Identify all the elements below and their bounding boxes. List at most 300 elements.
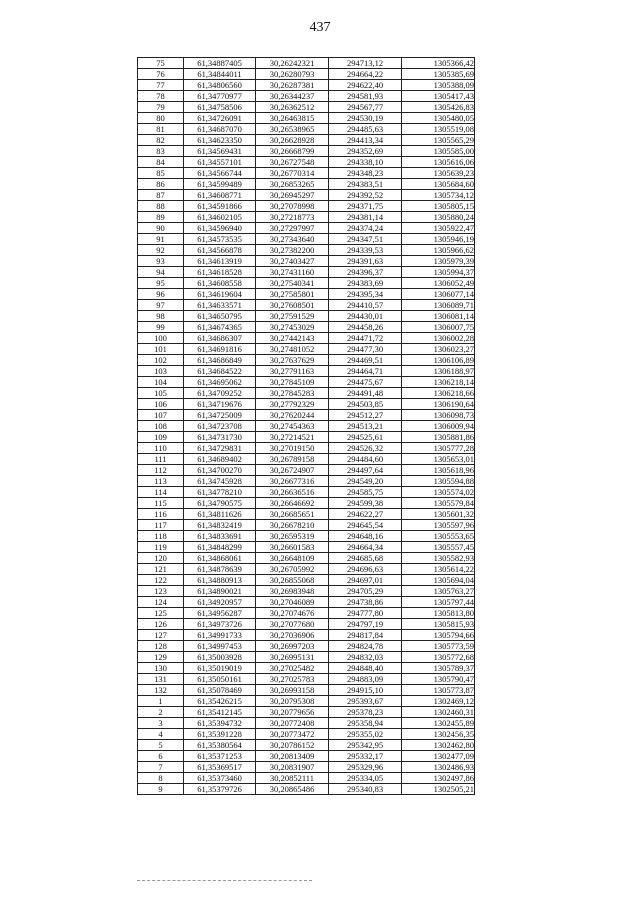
point-number-cell: 92 [138,245,184,256]
latitude-cell: 61,34719676 [184,399,256,410]
longitude-cell: 30,27845109 [256,377,329,388]
y-coordinate-cell: 1305773,59 [402,641,475,652]
longitude-cell: 30,27585801 [256,289,329,300]
point-number-cell: 103 [138,366,184,377]
table-row [138,762,475,773]
longitude-cell: 30,26677316 [256,476,329,487]
latitude-cell: 61,34758506 [184,102,256,113]
point-number-cell: 110 [138,443,184,454]
x-coordinate-cell: 294817,84 [329,630,402,641]
y-coordinate-cell: 1305653,01 [402,454,475,465]
point-number-cell: 115 [138,498,184,509]
table-row [138,454,475,465]
latitude-cell: 61,34573535 [184,234,256,245]
footer-rule [137,880,312,881]
x-coordinate-cell: 294491,48 [329,388,402,399]
longitude-cell: 30,27297997 [256,223,329,234]
point-number-cell: 105 [138,388,184,399]
table-row [138,619,475,630]
latitude-cell: 61,35380564 [184,740,256,751]
y-coordinate-cell: 1306007,75 [402,322,475,333]
table-row [138,641,475,652]
y-coordinate-cell: 1305881,86 [402,432,475,443]
longitude-cell: 30,26287381 [256,80,329,91]
table-row [138,344,475,355]
table-row [138,421,475,432]
longitude-cell: 30,26789158 [256,454,329,465]
x-coordinate-cell: 294484,60 [329,454,402,465]
longitude-cell: 30,20813409 [256,751,329,762]
longitude-cell: 30,27608501 [256,300,329,311]
x-coordinate-cell: 294848,40 [329,663,402,674]
table-row [138,553,475,564]
x-coordinate-cell: 294622,27 [329,509,402,520]
latitude-cell: 61,34599489 [184,179,256,190]
longitude-cell: 30,26648109 [256,553,329,564]
table-row [138,377,475,388]
table-row [138,773,475,784]
longitude-cell: 30,27431160 [256,267,329,278]
longitude-cell: 30,26362512 [256,102,329,113]
longitude-cell: 30,27540341 [256,278,329,289]
table-row [138,333,475,344]
y-coordinate-cell: 1302462,80 [402,740,475,751]
x-coordinate-cell: 294832,03 [329,652,402,663]
point-number-cell: 127 [138,630,184,641]
table-row [138,113,475,124]
y-coordinate-cell: 1305773,87 [402,685,475,696]
latitude-cell: 61,34684522 [184,366,256,377]
table-row [138,58,475,69]
y-coordinate-cell: 1305880,24 [402,212,475,223]
table-row [138,289,475,300]
longitude-cell: 30,26685651 [256,509,329,520]
latitude-cell: 61,34602105 [184,212,256,223]
point-number-cell: 88 [138,201,184,212]
latitude-cell: 61,34700270 [184,465,256,476]
longitude-cell: 30,26636516 [256,487,329,498]
x-coordinate-cell: 294430,01 [329,311,402,322]
table-row [138,146,475,157]
longitude-cell: 30,26770314 [256,168,329,179]
point-number-cell: 5 [138,740,184,751]
x-coordinate-cell: 294497,64 [329,465,402,476]
table-row [138,212,475,223]
table-row [138,542,475,553]
longitude-cell: 30,27077680 [256,619,329,630]
x-coordinate-cell: 294395,34 [329,289,402,300]
y-coordinate-cell: 1305763,27 [402,586,475,597]
y-coordinate-cell: 1305794,66 [402,630,475,641]
point-number-cell: 85 [138,168,184,179]
longitude-cell: 30,27591529 [256,311,329,322]
latitude-cell: 61,34880913 [184,575,256,586]
y-coordinate-cell: 1302460,31 [402,707,475,718]
longitude-cell: 30,26855068 [256,575,329,586]
x-coordinate-cell: 294915,10 [329,685,402,696]
latitude-cell: 61,34745928 [184,476,256,487]
point-number-cell: 94 [138,267,184,278]
y-coordinate-cell: 1302469,12 [402,696,475,707]
x-coordinate-cell: 294664,22 [329,69,402,80]
point-number-cell: 96 [138,289,184,300]
x-coordinate-cell: 294338,10 [329,157,402,168]
y-coordinate-cell: 1305684,60 [402,179,475,190]
point-number-cell: 121 [138,564,184,575]
longitude-cell: 30,26983948 [256,586,329,597]
y-coordinate-cell: 1305579,84 [402,498,475,509]
x-coordinate-cell: 294883,09 [329,674,402,685]
table-row [138,487,475,498]
point-number-cell: 112 [138,465,184,476]
x-coordinate-cell: 294352,69 [329,146,402,157]
point-number-cell: 99 [138,322,184,333]
table-row [138,190,475,201]
x-coordinate-cell: 294391,63 [329,256,402,267]
point-number-cell: 95 [138,278,184,289]
latitude-cell: 61,34811626 [184,509,256,520]
longitude-cell: 30,20779656 [256,707,329,718]
x-coordinate-cell: 294530,19 [329,113,402,124]
point-number-cell: 116 [138,509,184,520]
longitude-cell: 30,20831907 [256,762,329,773]
table-row [138,509,475,520]
y-coordinate-cell: 1305426,83 [402,102,475,113]
latitude-cell: 61,34633571 [184,300,256,311]
table-row [138,102,475,113]
longitude-cell: 30,20772408 [256,718,329,729]
point-number-cell: 7 [138,762,184,773]
y-coordinate-cell: 1305594,88 [402,476,475,487]
point-number-cell: 125 [138,608,184,619]
point-number-cell: 123 [138,586,184,597]
point-number-cell: 107 [138,410,184,421]
x-coordinate-cell: 295340,83 [329,784,402,795]
coordinates-table-body [138,58,475,795]
longitude-cell: 30,20852111 [256,773,329,784]
longitude-cell: 30,26280793 [256,69,329,80]
latitude-cell: 61,34806560 [184,80,256,91]
x-coordinate-cell: 294525,61 [329,432,402,443]
y-coordinate-cell: 1305582,93 [402,553,475,564]
y-coordinate-cell: 1306023,27 [402,344,475,355]
longitude-cell: 30,26538965 [256,124,329,135]
table-row [138,201,475,212]
latitude-cell: 61,34848299 [184,542,256,553]
y-coordinate-cell: 1305994,37 [402,267,475,278]
table-row [138,707,475,718]
longitude-cell: 30,26945297 [256,190,329,201]
y-coordinate-cell: 1305772,68 [402,652,475,663]
longitude-cell: 30,26705992 [256,564,329,575]
table-row [138,311,475,322]
latitude-cell: 61,34619604 [184,289,256,300]
longitude-cell: 30,20865486 [256,784,329,795]
x-coordinate-cell: 294549,20 [329,476,402,487]
table-row [138,157,475,168]
point-number-cell: 78 [138,91,184,102]
y-coordinate-cell: 1306089,71 [402,300,475,311]
x-coordinate-cell: 294475,67 [329,377,402,388]
latitude-cell: 61,34844011 [184,69,256,80]
table-row [138,234,475,245]
x-coordinate-cell: 294824,78 [329,641,402,652]
y-coordinate-cell: 1306098,73 [402,410,475,421]
table-row [138,784,475,795]
x-coordinate-cell: 294503,85 [329,399,402,410]
latitude-cell: 61,34686849 [184,355,256,366]
table-row [138,465,475,476]
y-coordinate-cell: 1302455,89 [402,718,475,729]
point-number-cell: 87 [138,190,184,201]
table-row [138,300,475,311]
table-row [138,531,475,542]
y-coordinate-cell: 1305815,93 [402,619,475,630]
table-row [138,520,475,531]
point-number-cell: 77 [138,80,184,91]
table-row [138,608,475,619]
latitude-cell: 61,34997453 [184,641,256,652]
table-row [138,245,475,256]
y-coordinate-cell: 1306081,14 [402,311,475,322]
x-coordinate-cell: 294526,32 [329,443,402,454]
point-number-cell: 124 [138,597,184,608]
x-coordinate-cell: 294738,86 [329,597,402,608]
y-coordinate-cell: 1306002,28 [402,333,475,344]
y-coordinate-cell: 1305777,28 [402,443,475,454]
point-number-cell: 104 [138,377,184,388]
point-number-cell: 81 [138,124,184,135]
x-coordinate-cell: 295334,05 [329,773,402,784]
y-coordinate-cell: 1305813,80 [402,608,475,619]
latitude-cell: 61,34973726 [184,619,256,630]
longitude-cell: 30,26724907 [256,465,329,476]
table-row [138,256,475,267]
latitude-cell: 61,34618528 [184,267,256,278]
table-row [138,729,475,740]
y-coordinate-cell: 1306218,14 [402,377,475,388]
y-coordinate-cell: 1305922,47 [402,223,475,234]
y-coordinate-cell: 1305946,19 [402,234,475,245]
table-row [138,366,475,377]
latitude-cell: 61,34878639 [184,564,256,575]
page-number: 437 [309,20,331,35]
table-row [138,564,475,575]
y-coordinate-cell: 1305574,02 [402,487,475,498]
x-coordinate-cell: 294685,68 [329,553,402,564]
longitude-cell: 30,26595319 [256,531,329,542]
table-row [138,674,475,685]
y-coordinate-cell: 1305639,23 [402,168,475,179]
longitude-cell: 30,26601583 [256,542,329,553]
x-coordinate-cell: 294512,27 [329,410,402,421]
y-coordinate-cell: 1306190,64 [402,399,475,410]
latitude-cell: 61,34591866 [184,201,256,212]
longitude-cell: 30,27046089 [256,597,329,608]
y-coordinate-cell: 1302486,93 [402,762,475,773]
x-coordinate-cell: 295342,95 [329,740,402,751]
x-coordinate-cell: 294599,38 [329,498,402,509]
latitude-cell: 61,34868061 [184,553,256,564]
point-number-cell: 119 [138,542,184,553]
y-coordinate-cell: 1306077,14 [402,289,475,300]
x-coordinate-cell: 294622,40 [329,80,402,91]
point-number-cell: 118 [138,531,184,542]
x-coordinate-cell: 294383,51 [329,179,402,190]
point-number-cell: 6 [138,751,184,762]
table-row [138,432,475,443]
x-coordinate-cell: 295329,96 [329,762,402,773]
x-coordinate-cell: 294396,37 [329,267,402,278]
latitude-cell: 61,34687070 [184,124,256,135]
point-number-cell: 90 [138,223,184,234]
x-coordinate-cell: 294513,21 [329,421,402,432]
point-number-cell: 80 [138,113,184,124]
x-coordinate-cell: 294471,72 [329,333,402,344]
x-coordinate-cell: 294713,12 [329,58,402,69]
latitude-cell: 61,34608558 [184,278,256,289]
y-coordinate-cell: 1306052,49 [402,278,475,289]
table-row [138,575,475,586]
latitude-cell: 61,34770977 [184,91,256,102]
latitude-cell: 61,34887405 [184,58,256,69]
latitude-cell: 61,34566878 [184,245,256,256]
x-coordinate-cell: 294567,77 [329,102,402,113]
latitude-cell: 61,35426215 [184,696,256,707]
x-coordinate-cell: 294705,29 [329,586,402,597]
latitude-cell: 61,34608771 [184,190,256,201]
longitude-cell: 30,20773472 [256,729,329,740]
point-number-cell: 2 [138,707,184,718]
y-coordinate-cell: 1305979,39 [402,256,475,267]
y-coordinate-cell: 1302505,21 [402,784,475,795]
longitude-cell: 30,27078998 [256,201,329,212]
x-coordinate-cell: 294469,51 [329,355,402,366]
table-row [138,388,475,399]
latitude-cell: 61,34725009 [184,410,256,421]
x-coordinate-cell: 294383,69 [329,278,402,289]
table-row [138,685,475,696]
point-number-cell: 8 [138,773,184,784]
longitude-cell: 30,26853265 [256,179,329,190]
y-coordinate-cell: 1305557,45 [402,542,475,553]
longitude-cell: 30,27382200 [256,245,329,256]
point-number-cell: 122 [138,575,184,586]
y-coordinate-cell: 1305618,96 [402,465,475,476]
latitude-cell: 61,35050161 [184,674,256,685]
point-number-cell: 86 [138,179,184,190]
table-row [138,498,475,509]
y-coordinate-cell: 1305601,32 [402,509,475,520]
point-number-cell: 102 [138,355,184,366]
point-number-cell: 82 [138,135,184,146]
latitude-cell: 61,35373460 [184,773,256,784]
longitude-cell: 30,27453029 [256,322,329,333]
latitude-cell: 61,34833691 [184,531,256,542]
longitude-cell: 30,27792329 [256,399,329,410]
table-row [138,223,475,234]
longitude-cell: 30,26678210 [256,520,329,531]
longitude-cell: 30,26997203 [256,641,329,652]
point-number-cell: 75 [138,58,184,69]
longitude-cell: 30,27637629 [256,355,329,366]
x-coordinate-cell: 294777,80 [329,608,402,619]
point-number-cell: 120 [138,553,184,564]
longitude-cell: 30,26995131 [256,652,329,663]
x-coordinate-cell: 294697,01 [329,575,402,586]
y-coordinate-cell: 1305790,47 [402,674,475,685]
table-row [138,399,475,410]
latitude-cell: 61,34731730 [184,432,256,443]
y-coordinate-cell: 1302456,35 [402,729,475,740]
y-coordinate-cell: 1305789,37 [402,663,475,674]
x-coordinate-cell: 295355,02 [329,729,402,740]
x-coordinate-cell: 294485,63 [329,124,402,135]
table-row [138,69,475,80]
y-coordinate-cell: 1306188,97 [402,366,475,377]
table-row [138,652,475,663]
table-row [138,124,475,135]
point-number-cell: 113 [138,476,184,487]
point-number-cell: 114 [138,487,184,498]
latitude-cell: 61,34613919 [184,256,256,267]
longitude-cell: 30,27025482 [256,663,329,674]
latitude-cell: 61,34832419 [184,520,256,531]
y-coordinate-cell: 1305797,44 [402,597,475,608]
table-row [138,476,475,487]
point-number-cell: 97 [138,300,184,311]
table-row [138,179,475,190]
latitude-cell: 61,34689402 [184,454,256,465]
longitude-cell: 30,27454363 [256,421,329,432]
latitude-cell: 61,35369517 [184,762,256,773]
table-row [138,278,475,289]
table-row [138,322,475,333]
table-row [138,718,475,729]
point-number-cell: 91 [138,234,184,245]
latitude-cell: 61,34956287 [184,608,256,619]
longitude-cell: 30,27074676 [256,608,329,619]
x-coordinate-cell: 294477,30 [329,344,402,355]
x-coordinate-cell: 294347,51 [329,234,402,245]
point-number-cell: 84 [138,157,184,168]
y-coordinate-cell: 1305480,05 [402,113,475,124]
table-row [138,355,475,366]
x-coordinate-cell: 294410,57 [329,300,402,311]
table-row [138,80,475,91]
latitude-cell: 61,34650795 [184,311,256,322]
latitude-cell: 61,34686307 [184,333,256,344]
longitude-cell: 30,27343640 [256,234,329,245]
point-number-cell: 117 [138,520,184,531]
table-row [138,696,475,707]
y-coordinate-cell: 1305388,09 [402,80,475,91]
y-coordinate-cell: 1305385,69 [402,69,475,80]
point-number-cell: 101 [138,344,184,355]
y-coordinate-cell: 1305597,96 [402,520,475,531]
point-number-cell: 126 [138,619,184,630]
table-row [138,751,475,762]
x-coordinate-cell: 295378,23 [329,707,402,718]
longitude-cell: 30,26242321 [256,58,329,69]
y-coordinate-cell: 1306009,94 [402,421,475,432]
latitude-cell: 61,35391228 [184,729,256,740]
latitude-cell: 61,35394732 [184,718,256,729]
longitude-cell: 30,20795308 [256,696,329,707]
table-row [138,630,475,641]
y-coordinate-cell: 1302477,09 [402,751,475,762]
x-coordinate-cell: 294464,71 [329,366,402,377]
